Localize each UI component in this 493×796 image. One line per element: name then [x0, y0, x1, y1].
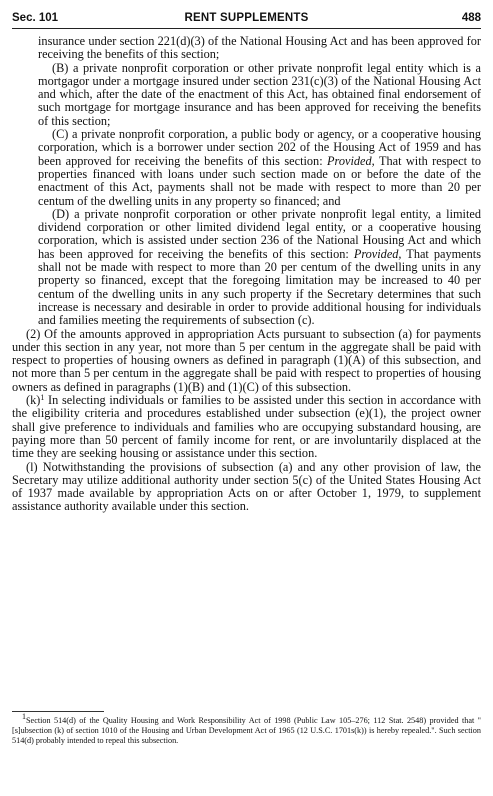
subsection-l: (l) Notwithstanding the provisions of subsection (a) and any other provision of law, the Secretary may utilize additional authority under section 5(c) of the United States Housing Act of 1937 made available by appropriation Acts on or after October 1, 1979, to supplement assistance authority available under this section.: [12, 459, 481, 514]
page-number: 488: [461, 12, 481, 24]
footnote: [12, 712, 481, 746]
footnote-mark: 1: [22, 712, 26, 721]
proviso-label: Provided,: [327, 153, 375, 168]
running-title: RENT SUPPLEMENTS: [184, 12, 309, 24]
paragraph-2: (2) Of the amounts approved in appropriation Acts pursuant to subsection (a) for payments under this section in any year, not more than 5 per centum in the aggregate shall be paid with respect to properties of housing owners as defined in paragraph (1)(A) of this subsection, and not more than 5 per centum in the aggregate shall be paid with respect to properties of housing owners as defined in paragraphs (1)(B) and (1)(C) of this subsection.: [12, 326, 481, 394]
paragraph-b: (B) a private nonprofit corporation or other private nonprofit legal entity which is a mortgagor under a mortgage insured under section 231(c)(3) of the National Housing Act and which, after the date of the enactment of this Act, has obtained final endorsement of such mortgage for mortgage insurance and has been approved for receiving the benefits of this section;: [38, 60, 481, 128]
proviso-label: Provided,: [353, 246, 402, 261]
subsection-k: $(k)^1$ In selecting individuals or families to be assisted under this section in accordance with the eligibility criteria and procedures established under subsection (e)(1), the project owner shall give preference to individuals and families who are occupying substandard housing, are paying more than 50 percent of family income for rent, or are involuntarily displaced at the time they are seeking housing or assistance under this section.: [12, 393, 481, 461]
paragraph-d: (D) a private nonprofit corporation or other private nonprofit legal entity, a limited dividend corporation or other limited dividend legal entity, or a cooperative housing corporation, which is assisted under section 236 of the National Housing Act and which has been approved for receiving the benefits of this section: Provided, That payments shall not be made with respect to more than 20 per centum of the dwelling units in any property so financed, except that the foregoing limitation may be increased to 40 per centum of the dwelling units in any such property if the Secretary determines that such increase is necessary and desirable in order to provide additional housing for individuals and families meeting the requirements of subsection (c).: [38, 206, 481, 328]
paragraph-a-continued: insurance under section 221(d)(3) of the National Housing Act and has been approved for receiving the benefits of this section;: [38, 34, 481, 62]
footnote-reference: 1: [40, 393, 45, 403]
section-number: Sec. 101: [12, 12, 59, 24]
running-header: [12, 9, 481, 27]
header-rule: [12, 28, 481, 29]
body-text: [12, 35, 481, 514]
paragraph-c: (C) a private nonprofit corporation, a public body or agency, or a cooperative housing corporation, which is a borrower under section 202 of the Housing Act of 1959 and has been approved for receiving the benefits of this section: Provided, That with respect to properties financed with loans under such section made on or before the date of the enactment of this Act, payments shall not be made with respect to more than 20 per centum of the dwelling units in any property so financed; and: [38, 127, 481, 208]
footnote-text: Section 514(d) of the Quality Housing and Work Responsibility Act of 1998 (Public Law 105–276; 112 Stat. 2548) provided that "[s]ubsection (k) of section 1010 of the Housing and Urban Development Act of 1965 (12 U.S.C. 1701s(k)) is hereby repealed.". Such section 514(d) probably intended to repeal this subsection.: [12, 716, 481, 745]
